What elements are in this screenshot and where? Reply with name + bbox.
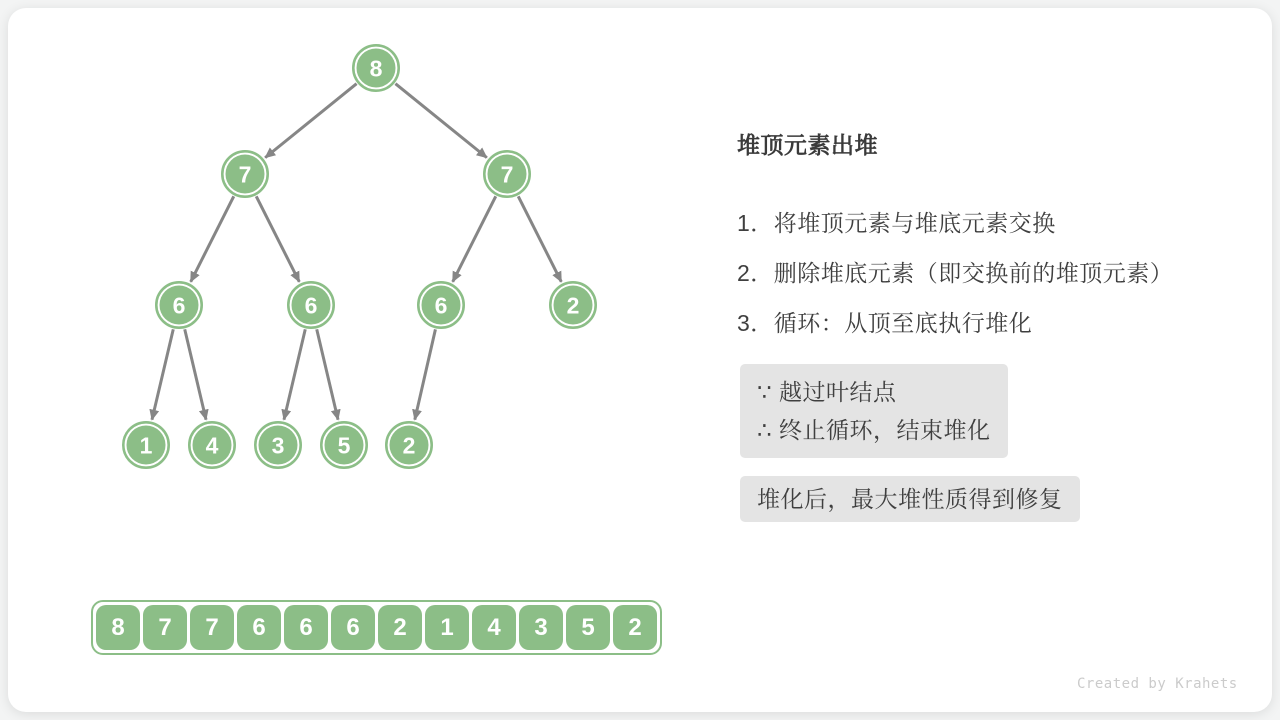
tree-edge — [185, 329, 206, 419]
array-cell: 7 — [190, 605, 234, 650]
array-cell: 5 — [566, 605, 610, 650]
tree-edge — [152, 329, 173, 419]
tree-edge — [191, 196, 234, 281]
tree-edge — [395, 84, 486, 158]
tree-node-value: 5 — [337, 432, 351, 459]
tree-edge — [317, 329, 338, 419]
tree-edge — [453, 196, 496, 281]
tree-node — [255, 422, 300, 467]
watermark: Created by Krahets — [1077, 676, 1238, 692]
array-cell: 6 — [284, 605, 328, 650]
tree-edge — [265, 84, 356, 158]
array-cell: 1 — [425, 605, 469, 650]
tree-node-value: 2 — [566, 292, 580, 319]
array-cell: 8 — [96, 605, 140, 650]
tree-node-value: 2 — [402, 432, 416, 459]
tree-node-value: 1 — [139, 432, 153, 459]
step-3: 3．循环：从顶至底执行堆化 — [737, 310, 1033, 336]
array-cell: 4 — [472, 605, 516, 650]
array-cell: 6 — [331, 605, 375, 650]
tree-node-value: 3 — [271, 432, 285, 459]
step-1: 1．将堆顶元素与堆底元素交换 — [737, 210, 1056, 236]
note-line-therefore: ∴ 终止循环，结束堆化 — [757, 417, 991, 443]
tree-node — [222, 151, 267, 196]
note-line-because: ∵ 越过叶结点 — [757, 379, 897, 405]
step-2: 2．删除堆底元素（即交换前的堆顶元素） — [737, 260, 1174, 286]
tree-node-value: 4 — [205, 432, 219, 459]
tree-node-value: 7 — [238, 161, 252, 188]
array-cell: 3 — [519, 605, 563, 650]
tree-edge — [256, 196, 299, 281]
tree-node — [321, 422, 366, 467]
tree-node — [156, 282, 201, 327]
array-cell: 7 — [143, 605, 187, 650]
tree-node-value: 6 — [172, 292, 186, 319]
tree-node-value: 6 — [304, 292, 318, 319]
tree-node-value: 7 — [500, 161, 514, 188]
tree-node — [189, 422, 234, 467]
heap-array — [91, 600, 662, 655]
tree-edge — [518, 196, 561, 281]
tree-edge — [415, 329, 436, 419]
array-cell: 2 — [613, 605, 657, 650]
tree-node-value: 6 — [434, 292, 448, 319]
tree-node — [123, 422, 168, 467]
tree-node — [288, 282, 333, 327]
heap-tree-diagram — [0, 30, 660, 540]
tree-node — [418, 282, 463, 327]
note-box-termination — [740, 364, 1008, 458]
tree-node — [550, 282, 595, 327]
tree-node-value: 8 — [369, 55, 383, 82]
tree-node — [353, 45, 398, 90]
tree-node — [484, 151, 529, 196]
panel-title: 堆顶元素出堆 — [737, 132, 878, 158]
tree-edge — [284, 329, 305, 419]
array-cell: 6 — [237, 605, 281, 650]
array-cell: 2 — [378, 605, 422, 650]
note-box-result: 堆化后，最大堆性质得到修复 — [740, 476, 1080, 522]
tree-node — [386, 422, 431, 467]
